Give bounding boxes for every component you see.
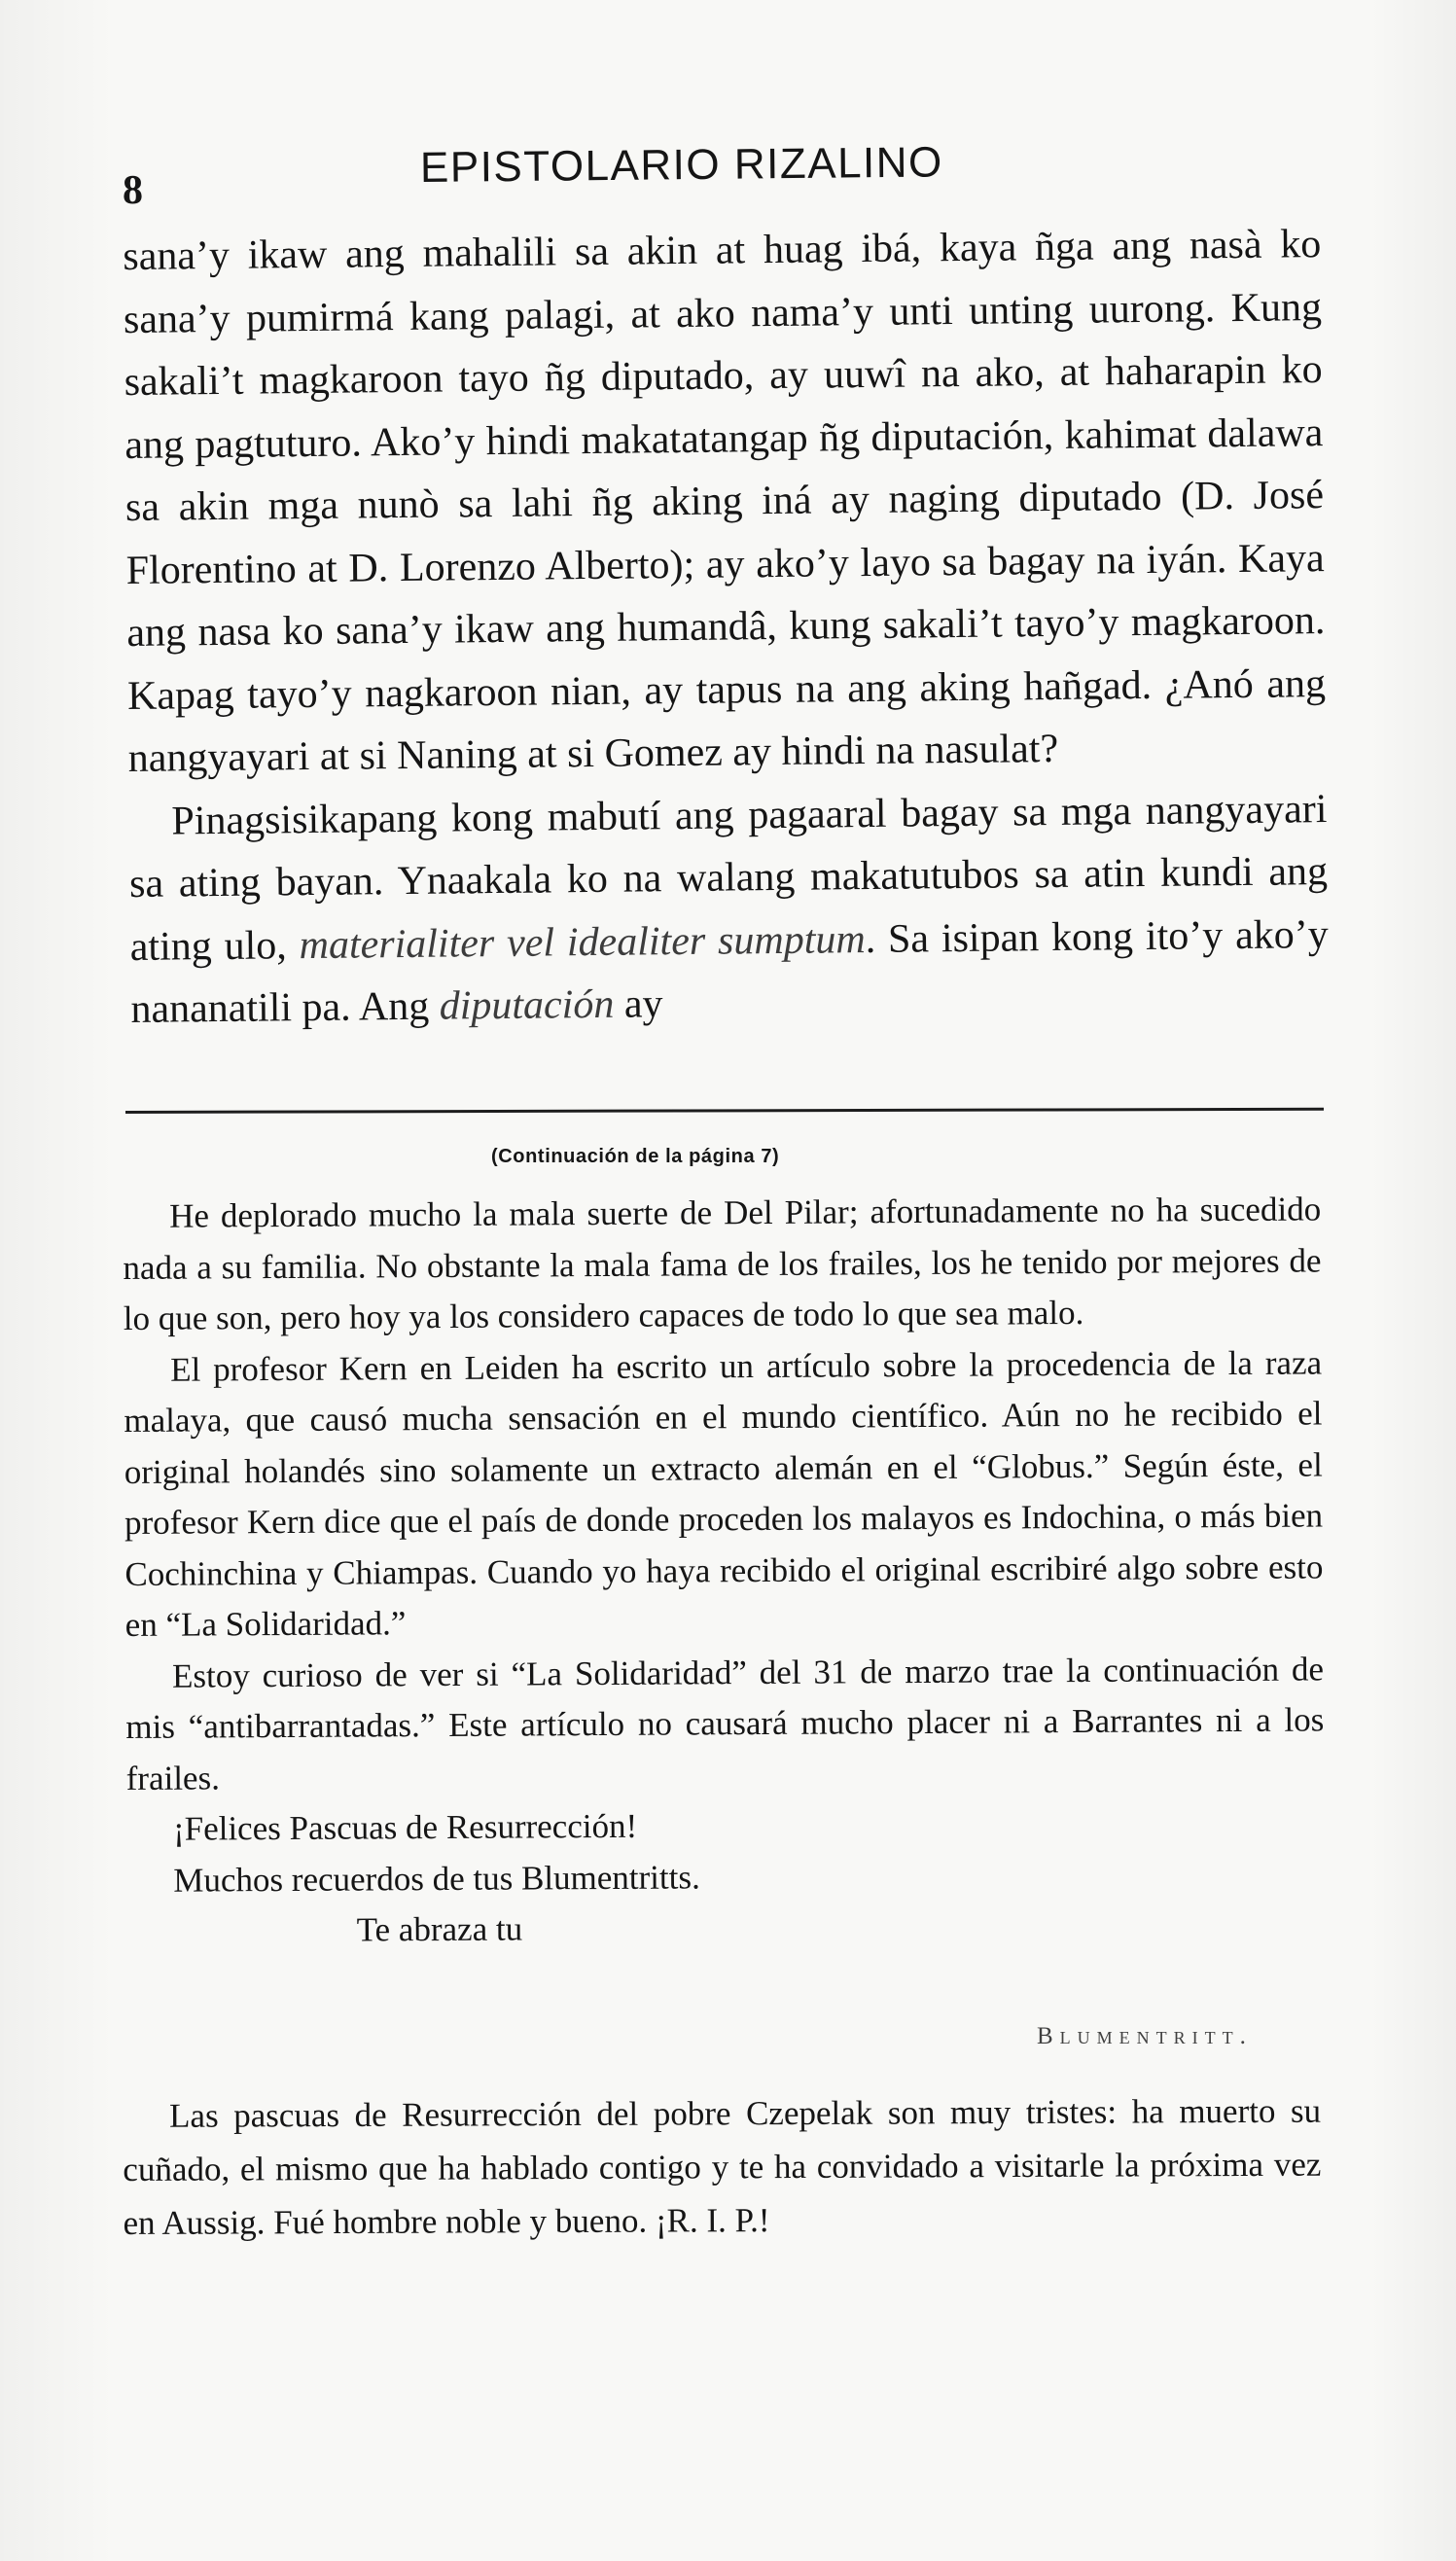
section-divider — [125, 1108, 1324, 1114]
main-paragraph-2-middle: . Sa isipan kong ito’y ako’y nananatili pa. Ang — [130, 911, 1329, 1032]
main-paragraph-1: sana’y ikaw ang mahalili sa akin at huag ibá, kaya ñga ang nasà ko sana’y pumirmá kang palagi, at ako nama’y unti unting uurong. Kung sakali’t magkaroon tayo ñg diputado, ay uuwî na ako, at haharapin ko ang pagtuturo. Ako’y hindi makatatangap ñg diputación, kahimat dalawa sa akin mga nunò sa lahi ñg aking iná ay naging diputado (D. José Florentino at D. Lorenzo Alberto); ay ako’y layo sa bagay na iyán. Kaya ang nasa ko sana’y ikaw ang humandâ, kung sakali’t tayo’y magkaroon. Kapag tayo’y nagkaroon nian, ay tapus na ang aking hañgad. ¿Anó ang nangyayari at si Naning at si Gomez ay hindi na nasulat? — [123, 222, 1327, 781]
main-tagalog-text — [123, 213, 1330, 1041]
main-paragraph-2-end: ay — [614, 981, 663, 1027]
spanish-letter-continuation — [123, 1184, 1326, 1957]
page-number: 8 — [123, 168, 143, 213]
letter-paragraph-3: Estoy curioso de ver si “La Solidaridad” del 31 de marzo trae la continuación de mis “antibarrantadas.” Este artículo no causará mucho placer ni a Barrantes ni a los frailes. — [125, 1649, 1325, 1797]
main-paragraph-2 — [128, 778, 1330, 1042]
running-title: EPISTOLARIO RIZALINO — [419, 138, 943, 192]
continuation-note: (Continuación de la página 7) — [491, 1146, 780, 1167]
postscript — [123, 2084, 1322, 2250]
letter-paragraph-1: He deplorado mucho la mala suerte de Del Pilar; afortunadamente no ha sucedido nada a su familia. No obstante la mala fama de los frailes, los he tenido por mejores de lo que son, pero hoy ya los considero capaces de todo lo que sea malo. — [123, 1190, 1322, 1337]
easter-greeting: ¡Felices Pascuas de Resurrección! — [172, 1806, 638, 1848]
page-header — [123, 134, 1309, 212]
signature: Blumentritt. — [1037, 2023, 1253, 2049]
sign-off-line: Te abraza tu — [356, 1909, 523, 1949]
letter-paragraph-2: El profesor Kern en Leiden ha escrito un artículo sobre la procedencia de la raza malaya, que causó mucha sensación en el mundo científico. Aún no he recibido el original holandés sino solamente un extracto alemán en el “Globus.” Según éste, el profesor Kern dice que el país de donde proceden los malayos es Indochina, o más bien Cochinchina y Chiampas. Cuando yo haya recibido el original escribiré algo sobre esto en “La Solidaridad.” — [124, 1342, 1324, 1644]
latin-phrase: materialiter vel idealiter sumptum — [299, 916, 866, 968]
main-paragraph-2-text: Pinagsisikapang kong mabutí ang pagaaral bagay sa mga nangyayari sa ating bayan. Ynaakala ko na walang makatutubos sa atin kundi ang ating ulo, — [128, 786, 1329, 970]
regards-line: Muchos recuerdos de tus Blumentritts. — [173, 1857, 700, 1900]
postscript-paragraph: Las pascuas de Resurrección del pobre Czepelak son muy tristes: ha muerto su cuñado, el mismo que ha hablado contigo y te ha convidado a visitarle la próxima vez en Aussig. Fué hombre noble y bueno. ¡R. I. P.! — [123, 2091, 1322, 2242]
diputacion-italic: diputación — [439, 981, 615, 1029]
